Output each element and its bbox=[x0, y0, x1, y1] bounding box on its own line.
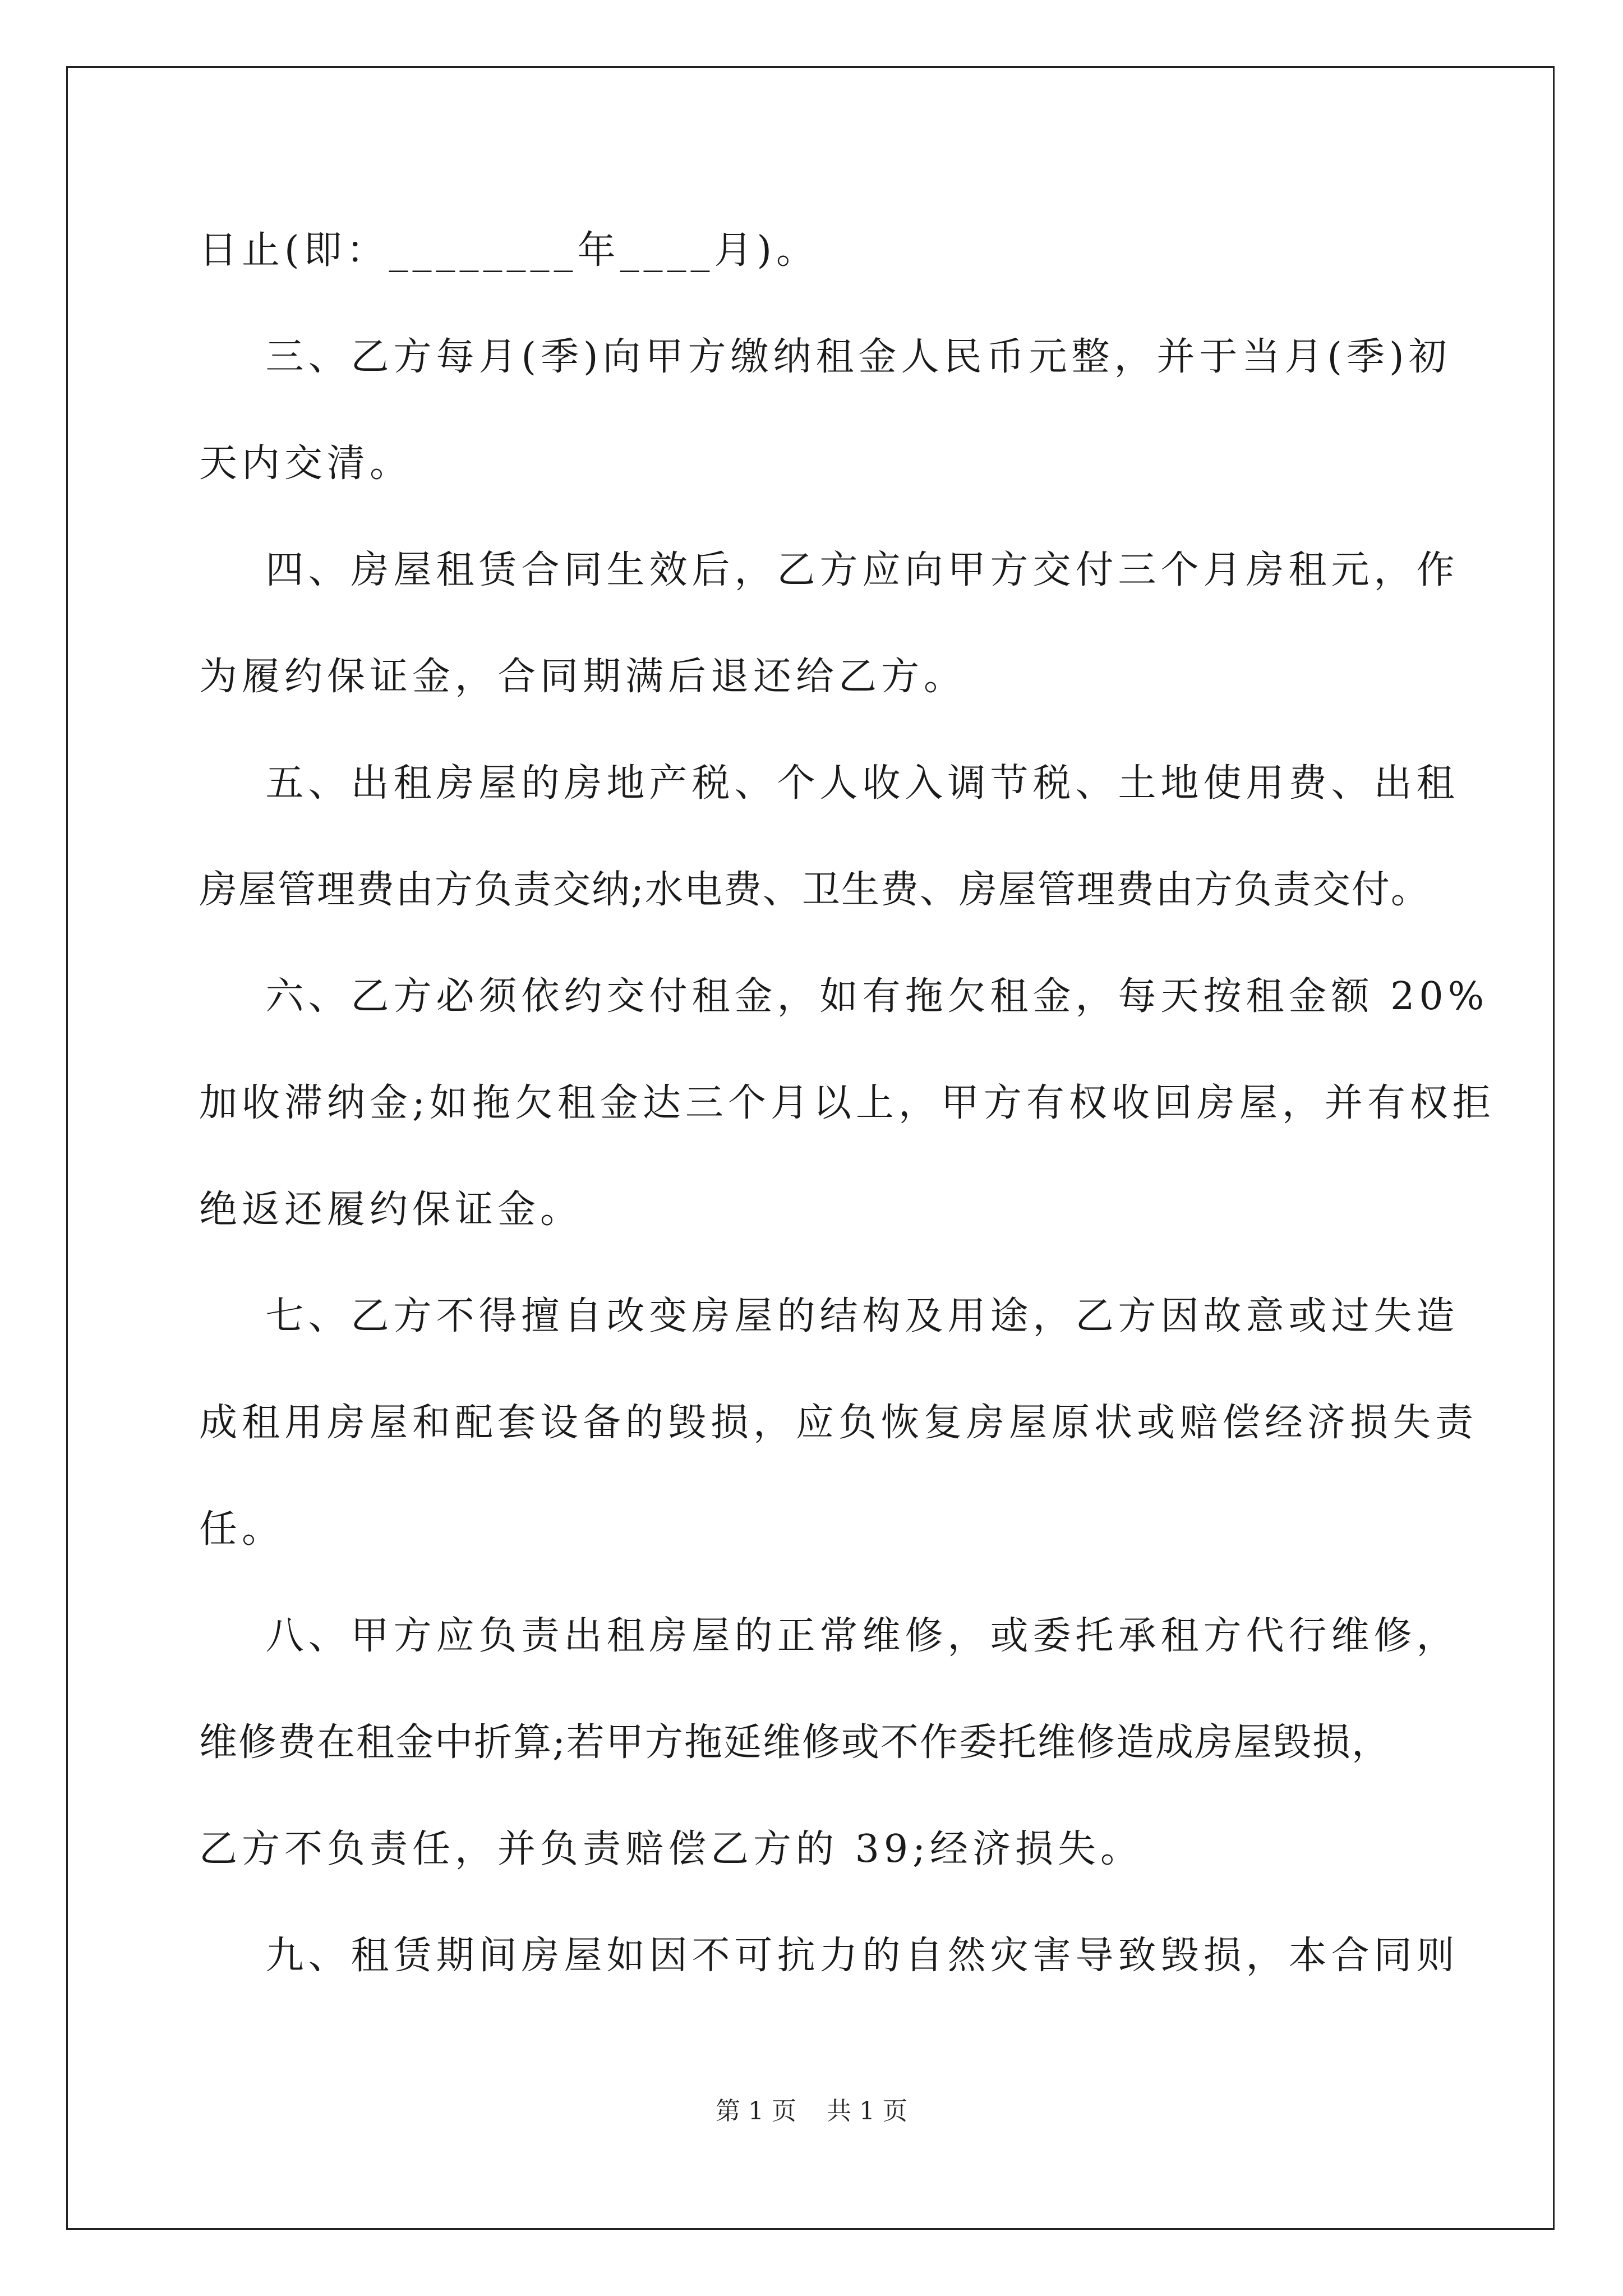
text-line: 加收滞纳金;如拖欠租金达三个月以上，甲方有权收回房屋，并有权拒 bbox=[199, 1081, 1495, 1125]
page-footer bbox=[0, 2097, 1623, 2126]
text-line: 五、出租房屋的房地产税、个人收入调节税、土地使用费、出租 bbox=[199, 761, 1459, 806]
text-line: 四、房屋租赁合同生效后，乙方应向甲方交付三个月房租元，作 bbox=[199, 548, 1459, 592]
text-line: 乙方不负责任，并负责赔偿乙方的 39;经济损失。 bbox=[199, 1827, 1144, 1871]
text-line: 任。 bbox=[199, 1507, 285, 1552]
text-line: 天内交清。 bbox=[199, 441, 413, 486]
text-line: 七、乙方不得擅自改变房屋的结构及用途，乙方因故意或过失造 bbox=[199, 1294, 1459, 1338]
page-number-current: 第 1 页 bbox=[716, 2097, 796, 2125]
text-line: 成租用房屋和配套设备的毁损，应负恢复房屋原状或赔偿经济损失责 bbox=[199, 1401, 1478, 1445]
text-line: 房屋管理费由方负责交纳;水电费、卫生费、房屋管理费由方负责交付。 bbox=[199, 868, 1430, 912]
text-line: 八、甲方应负责出租房屋的正常维修，或委托承租方代行维修， bbox=[199, 1614, 1459, 1658]
text-line: 三、乙方每月(季)向甲方缴纳租金人民币元整，并于当月(季)初 bbox=[199, 335, 1451, 379]
page-border bbox=[66, 66, 1555, 2230]
text-line: 为履约保证金，合同期满后退还给乙方。 bbox=[199, 655, 967, 699]
text-line: 维修费在租金中折算;若甲方拖延维修或不作委托维修造成房屋毁损， bbox=[199, 1720, 1391, 1765]
text-line: 九、租赁期间房屋如因不可抗力的自然灾害导致毁损，本合同则 bbox=[199, 1934, 1459, 1978]
page-number-total: 共 1 页 bbox=[827, 2097, 907, 2125]
text-line: 绝返还履约保证金。 bbox=[199, 1188, 583, 1232]
text-line: 六、乙方必须依约交付租金，如有拖欠租金，每天按租金额 20% bbox=[199, 974, 1489, 1019]
text-line: 日止(即：________年____月)。 bbox=[199, 228, 819, 273]
